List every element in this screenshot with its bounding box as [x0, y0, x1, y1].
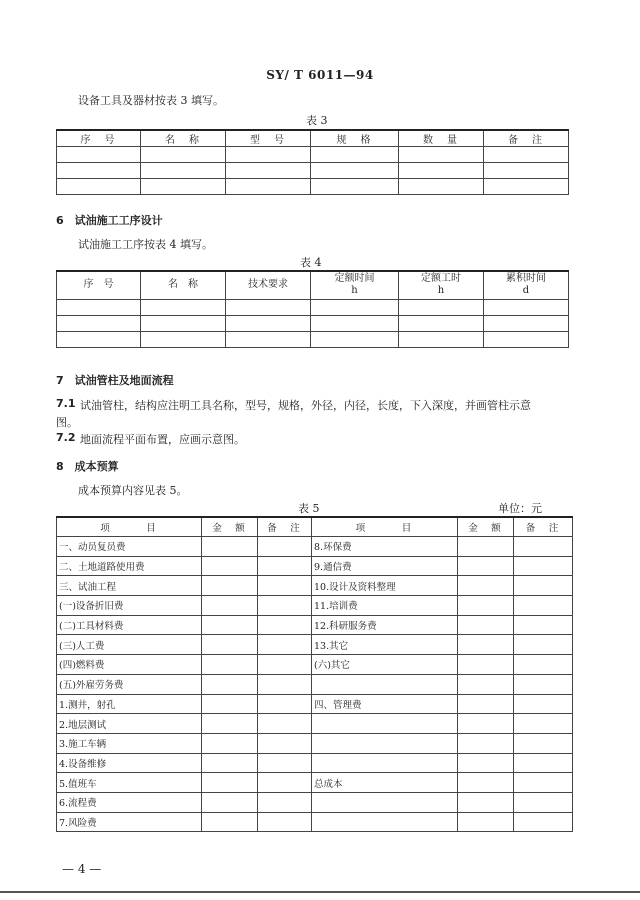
table-row	[57, 674, 573, 694]
table-row	[57, 556, 573, 576]
table5-right-note	[514, 576, 573, 596]
table5-left-item: (二)工具材料费	[57, 615, 202, 635]
table5-right-amount	[458, 596, 514, 616]
table3-caption: 表 3	[306, 114, 328, 127]
table-row	[57, 576, 573, 596]
table5-caption: 表 5	[298, 502, 320, 515]
table5-left-amount	[202, 773, 258, 793]
item-7-1-number: 7.1	[56, 397, 76, 410]
table5-unit: 单位：元	[498, 502, 542, 515]
table5-left-note	[258, 773, 312, 793]
table5	[56, 516, 573, 832]
section6-heading: 6 试油施工工序设计	[56, 214, 163, 227]
item-7-1-text: 试油管柱，结构应注明工具名称，型号，规格，外径，内径，长度，下入深度，并画管柱示意	[80, 399, 531, 412]
table5-right-item	[312, 812, 458, 832]
table5-left-amount	[202, 655, 258, 675]
table5-right-amount	[458, 556, 514, 576]
section6-text: 试油施工工序按表 4 填写。	[78, 238, 213, 251]
bottom-rule	[0, 891, 640, 893]
table5-right-amount	[458, 635, 514, 655]
table5-left-item: (五)外雇劳务费	[57, 674, 202, 694]
table3-col-header: 备 注	[484, 130, 569, 147]
table5-right-note	[514, 773, 573, 793]
table5-right-item	[312, 714, 458, 734]
table-row	[57, 537, 573, 557]
table5-left-note	[258, 694, 312, 714]
table-row	[57, 315, 569, 331]
table5-right-amount	[458, 753, 514, 773]
table-row	[57, 773, 573, 793]
table-row	[57, 596, 573, 616]
table5-left-note	[258, 537, 312, 557]
table4-col-header: 累积时间 d	[484, 271, 569, 299]
table5-right-amount	[458, 694, 514, 714]
table5-left-item: 一、动员复员费	[57, 537, 202, 557]
table5-left-note	[258, 576, 312, 596]
table-row	[57, 812, 573, 832]
table3	[56, 129, 569, 195]
table5-left-item: (三)人工费	[57, 635, 202, 655]
table4-caption: 表 4	[300, 256, 322, 269]
table5-col-header: 备 注	[258, 517, 312, 537]
table5-left-note	[258, 812, 312, 832]
table5-right-item: 总成本	[312, 773, 458, 793]
table5-left-amount	[202, 556, 258, 576]
table5-left-note	[258, 733, 312, 753]
table5-left-item: 2.地层测试	[57, 714, 202, 734]
table5-right-note	[514, 655, 573, 675]
table5-right-note	[514, 733, 573, 753]
table5-left-item: 二、土地道路使用费	[57, 556, 202, 576]
item-7-1-text-cont: 图。	[56, 416, 78, 429]
table-row	[57, 714, 573, 734]
table5-right-amount	[458, 773, 514, 793]
table5-left-amount	[202, 596, 258, 616]
table5-col-header: 金 额	[202, 517, 258, 537]
table5-right-item: (六)其它	[312, 655, 458, 675]
item-7-2-number: 7.2	[56, 431, 76, 444]
table5-right-amount	[458, 792, 514, 812]
table5-left-note	[258, 655, 312, 675]
table5-left-amount	[202, 537, 258, 557]
table5-right-item	[312, 733, 458, 753]
table5-right-amount	[458, 655, 514, 675]
table-row	[57, 753, 573, 773]
table5-left-amount	[202, 714, 258, 734]
table3-col-header: 规 格	[311, 130, 399, 147]
table5-left-item: (一)设备折旧费	[57, 596, 202, 616]
table3-col-header: 名 称	[141, 130, 226, 147]
table5-left-note	[258, 596, 312, 616]
table5-left-note	[258, 792, 312, 812]
table5-col-header: 备 注	[514, 517, 573, 537]
table5-left-item: 三、试油工程	[57, 576, 202, 596]
table5-right-item: 13.其它	[312, 635, 458, 655]
table3-col-header: 型 号	[226, 130, 311, 147]
table5-right-note	[514, 812, 573, 832]
table-row	[57, 163, 569, 179]
table3-intro: 设备工具及器材按表 3 填写。	[78, 94, 224, 107]
table5-left-item: 5.值班车	[57, 773, 202, 793]
table5-right-item	[312, 753, 458, 773]
table3-col-header: 数 量	[399, 130, 484, 147]
page-number: — 4 —	[62, 862, 102, 876]
table-row	[57, 615, 573, 635]
table-row	[57, 179, 569, 195]
table5-left-amount	[202, 674, 258, 694]
table5-right-item: 10.设计及资料整理	[312, 576, 458, 596]
table5-right-note	[514, 537, 573, 557]
table4-header-row	[57, 271, 569, 299]
table4-col-header: 序 号	[57, 271, 141, 299]
table5-right-amount	[458, 714, 514, 734]
table5-right-amount	[458, 733, 514, 753]
table5-right-note	[514, 635, 573, 655]
table5-left-amount	[202, 812, 258, 832]
table-row	[57, 147, 569, 163]
table3-header-row	[57, 130, 569, 147]
table5-left-amount	[202, 635, 258, 655]
table5-left-item: 7.风险费	[57, 812, 202, 832]
table-row	[57, 733, 573, 753]
table5-col-header: 项 目	[312, 517, 458, 537]
table5-right-note	[514, 556, 573, 576]
table-row	[57, 792, 573, 812]
table-row	[57, 331, 569, 347]
table5-right-item: 四、管理费	[312, 694, 458, 714]
table5-right-amount	[458, 537, 514, 557]
table5-left-amount	[202, 576, 258, 596]
table5-right-note	[514, 714, 573, 734]
table5-right-item: 11.培训费	[312, 596, 458, 616]
table4-col-header: 定额工时 h	[399, 271, 484, 299]
table5-left-amount	[202, 733, 258, 753]
section7-heading: 7 试油管柱及地面流程	[56, 374, 174, 387]
table5-left-note	[258, 674, 312, 694]
table5-right-note	[514, 615, 573, 635]
table5-right-item	[312, 674, 458, 694]
table5-header-row	[57, 517, 573, 537]
table5-right-note	[514, 694, 573, 714]
table5-left-amount	[202, 792, 258, 812]
table5-left-item: (四)燃料费	[57, 655, 202, 675]
section8-text: 成本预算内容见表 5。	[78, 484, 188, 497]
table5-right-note	[514, 792, 573, 812]
table5-right-amount	[458, 812, 514, 832]
table5-right-amount	[458, 615, 514, 635]
table4	[56, 270, 569, 348]
table5-right-note	[514, 596, 573, 616]
table5-left-item: 4.设备维修	[57, 753, 202, 773]
table5-right-note	[514, 753, 573, 773]
table5-left-note	[258, 615, 312, 635]
table5-right-amount	[458, 576, 514, 596]
table-row	[57, 655, 573, 675]
table4-col-header: 名 称	[141, 271, 226, 299]
table5-right-item: 12.科研服务费	[312, 615, 458, 635]
table4-col-header: 定额时间 h	[311, 271, 399, 299]
table4-col-header: 技术要求	[226, 271, 311, 299]
section8-heading: 8 成本预算	[56, 460, 119, 473]
table5-left-note	[258, 714, 312, 734]
table3-col-header: 序 号	[57, 130, 141, 147]
table5-left-note	[258, 556, 312, 576]
table5-left-item: 6.流程费	[57, 792, 202, 812]
table5-right-item: 8.环保费	[312, 537, 458, 557]
table5-left-amount	[202, 615, 258, 635]
item-7-2-text: 地面流程平面布置，应画示意图。	[80, 433, 245, 446]
table5-left-amount	[202, 694, 258, 714]
table5-right-amount	[458, 674, 514, 694]
table5-col-header: 金 额	[458, 517, 514, 537]
table5-right-note	[514, 674, 573, 694]
table-row	[57, 635, 573, 655]
table-row	[57, 694, 573, 714]
table-row	[57, 299, 569, 315]
standard-number: SY/ T 6011—94	[266, 68, 374, 82]
table5-col-header: 项 目	[57, 517, 202, 537]
table5-left-amount	[202, 753, 258, 773]
table5-left-item: 3.施工车辆	[57, 733, 202, 753]
table5-right-item: 9.通信费	[312, 556, 458, 576]
table5-left-note	[258, 753, 312, 773]
table5-left-item: 1.测井，射孔	[57, 694, 202, 714]
table5-left-note	[258, 635, 312, 655]
table5-right-item	[312, 792, 458, 812]
